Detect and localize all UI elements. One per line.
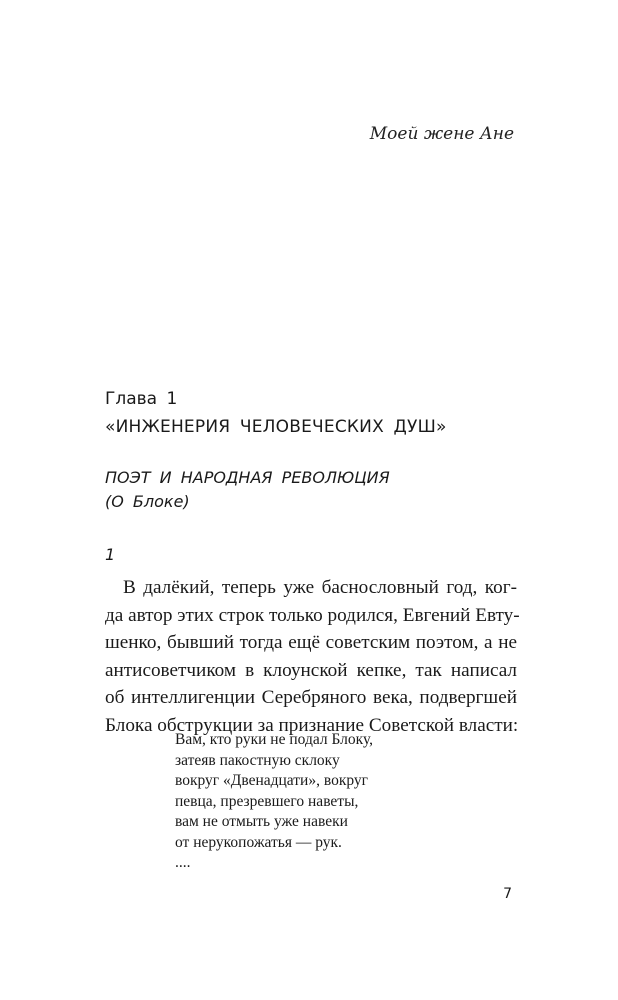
chapter-label: Глава 1 [105, 389, 178, 409]
poem-line: вокруг «Двенадцати», вокруг [175, 772, 369, 789]
poem-line: вам не отмыть уже навеки [175, 813, 348, 830]
part-number: 1 [105, 545, 116, 564]
paragraph-line: антисоветчиком в клоунской кепке, так написал [105, 659, 517, 681]
chapter-title: «ИНЖЕНЕРИЯ ЧЕЛОВЕЧЕСКИХ ДУШ» [105, 417, 447, 437]
poem-ellipsis: .... [175, 854, 191, 871]
section-heading [105, 466, 525, 514]
page-number: 7 [503, 886, 512, 902]
body-paragraph [105, 574, 520, 739]
paragraph-line: об интеллигенции Серебряного века, подвергшей [105, 687, 517, 708]
poem-line: от нерукопожатья — рук. [175, 833, 342, 851]
paragraph-line: да автор этих строк только родился, Евгений Евту- [105, 604, 520, 626]
paragraph-line: Блока обструкции за признание Советской власти: [105, 714, 519, 736]
paragraph-line: В далёкий, теперь уже баснословный год, ког- [123, 577, 517, 598]
paragraph-line: шенко, бывший тогда ещё советским поэтом, а не [105, 632, 517, 653]
section-title: ПОЭТ И НАРОДНАЯ РЕВОЛЮЦИЯ [105, 468, 390, 487]
poem-line: Вам, кто руки не подал Блоку, [175, 731, 374, 748]
section-subtitle: (О Блоке) [105, 492, 190, 511]
poem-line: затеяв пакостную склоку [175, 751, 340, 769]
poem-quote [175, 730, 373, 874]
dedication: Моей жене Ане [369, 124, 514, 144]
poem-line: певца, презревшего наветы, [175, 792, 359, 810]
